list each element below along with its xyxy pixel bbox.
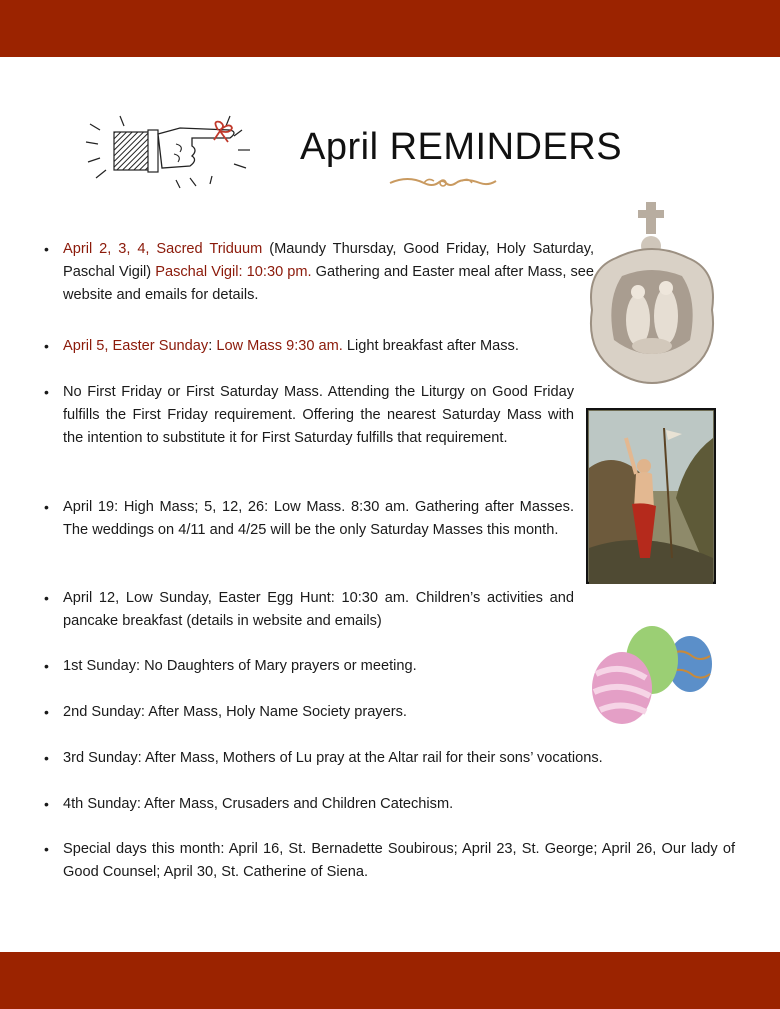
reminder-highlight: 1st Sunday:	[63, 658, 141, 674]
reminder-text: Gathering and Easter meal after Mass, see website and emails for details.	[63, 264, 594, 304]
list-item	[44, 587, 574, 633]
list-item	[44, 747, 734, 770]
reminder-highlight: Easter Egg Hunt:	[218, 590, 335, 606]
reminder-text-9	[63, 793, 734, 816]
reminder-highlight: Low Mass 9:30 am.	[216, 338, 343, 354]
reminder-text: , Low Sunday,	[115, 590, 219, 606]
reminder-text-6	[63, 655, 584, 678]
reminder-highlight: April 12	[63, 590, 116, 606]
reminder-text: . 8:30 am. Gathering after Masses. The weddings on 4/11 and 4/25 will be the only Saturday Masses this month.	[63, 499, 575, 539]
reminder-text: ;	[194, 499, 205, 515]
header-band	[0, 0, 780, 57]
reminder-text-3	[63, 381, 574, 451]
reminder-text-7	[63, 701, 734, 724]
reminder-text: St. George;	[516, 841, 602, 857]
reminder-text-1	[63, 238, 594, 308]
reminder-text: After Mass, Mothers of Lu pray at the Altar rail for their sons’ vocations.	[141, 750, 603, 766]
list-item	[44, 793, 734, 816]
reminder-highlight: April 5, Easter Sunday	[63, 338, 209, 354]
reminder-text: :	[208, 338, 217, 354]
list-item	[44, 655, 584, 678]
reminder-highlight: April 23,	[462, 841, 517, 857]
reminder-text: Attending the Liturgy on Good Friday fulfills the First Friday requirement. Offering the nearest Saturday Mass with the intention to substitute it for First Saturday fulfills that requirement.	[63, 384, 574, 447]
reminder-highlight: April 26,	[601, 841, 657, 857]
reminder-highlight: 2nd Sunday:	[63, 704, 145, 720]
crucifix-station-relief-icon	[586, 200, 718, 392]
reminder-text-5	[63, 587, 574, 633]
flourish-ornament-icon	[388, 173, 498, 193]
footer-band	[0, 952, 780, 1009]
reminder-text-4	[63, 496, 574, 542]
page-title: April REMINDERS	[300, 126, 623, 168]
list-item	[44, 238, 594, 308]
list-item	[44, 838, 735, 884]
risen-christ-painting-icon	[586, 408, 716, 584]
reminder-text: After Mass, Holy Name Society prayers.	[144, 704, 407, 720]
reminder-text: St. Bernadette Soubirous;	[283, 841, 462, 857]
reminder-highlight: April 30,	[163, 864, 218, 881]
reminder-text: No Daughters of Mary prayers or meeting.	[140, 658, 417, 674]
reminder-highlight: April 2, 3, 4, Sacred Triduum	[63, 241, 263, 257]
list-item	[44, 335, 594, 358]
reminder-highlight: No First Friday or First Saturday Mass.	[63, 384, 323, 400]
reminder-text: After Mass, Crusaders and Children Catechism.	[140, 796, 454, 812]
reminder-highlight: Paschal Vigil: 10:30 pm.	[155, 264, 312, 281]
list-item	[44, 701, 734, 724]
reminder-highlight: 5, 12, 26: Low Mass	[204, 499, 342, 515]
reminder-text-10	[63, 838, 735, 884]
reminder-highlight: April 19: High Mass	[63, 499, 195, 515]
reminder-text: (Maundy Thursday, Good Friday, Holy Saturday, Paschal Vigil)	[63, 241, 594, 281]
list-item	[44, 381, 574, 451]
list-item	[44, 496, 574, 542]
reminder-text-8	[63, 747, 734, 770]
reminder-highlight: 3rd Sunday:	[63, 750, 142, 766]
reminder-highlight: Special days this month: April 16,	[63, 841, 284, 857]
reminder-highlight: 4th Sunday:	[63, 796, 141, 812]
reminder-text: St. Catherine of Siena.	[217, 864, 369, 881]
reminder-text: Light breakfast after Mass.	[342, 338, 519, 354]
reminder-text: 10:30 am. Children’s activities and pancake breakfast (details in website and emails)	[63, 590, 574, 630]
reminder-text-2	[63, 335, 594, 358]
reminder-text: Our lady of Good Counsel;	[63, 841, 735, 881]
pointing-hand-with-string-icon	[80, 110, 265, 190]
